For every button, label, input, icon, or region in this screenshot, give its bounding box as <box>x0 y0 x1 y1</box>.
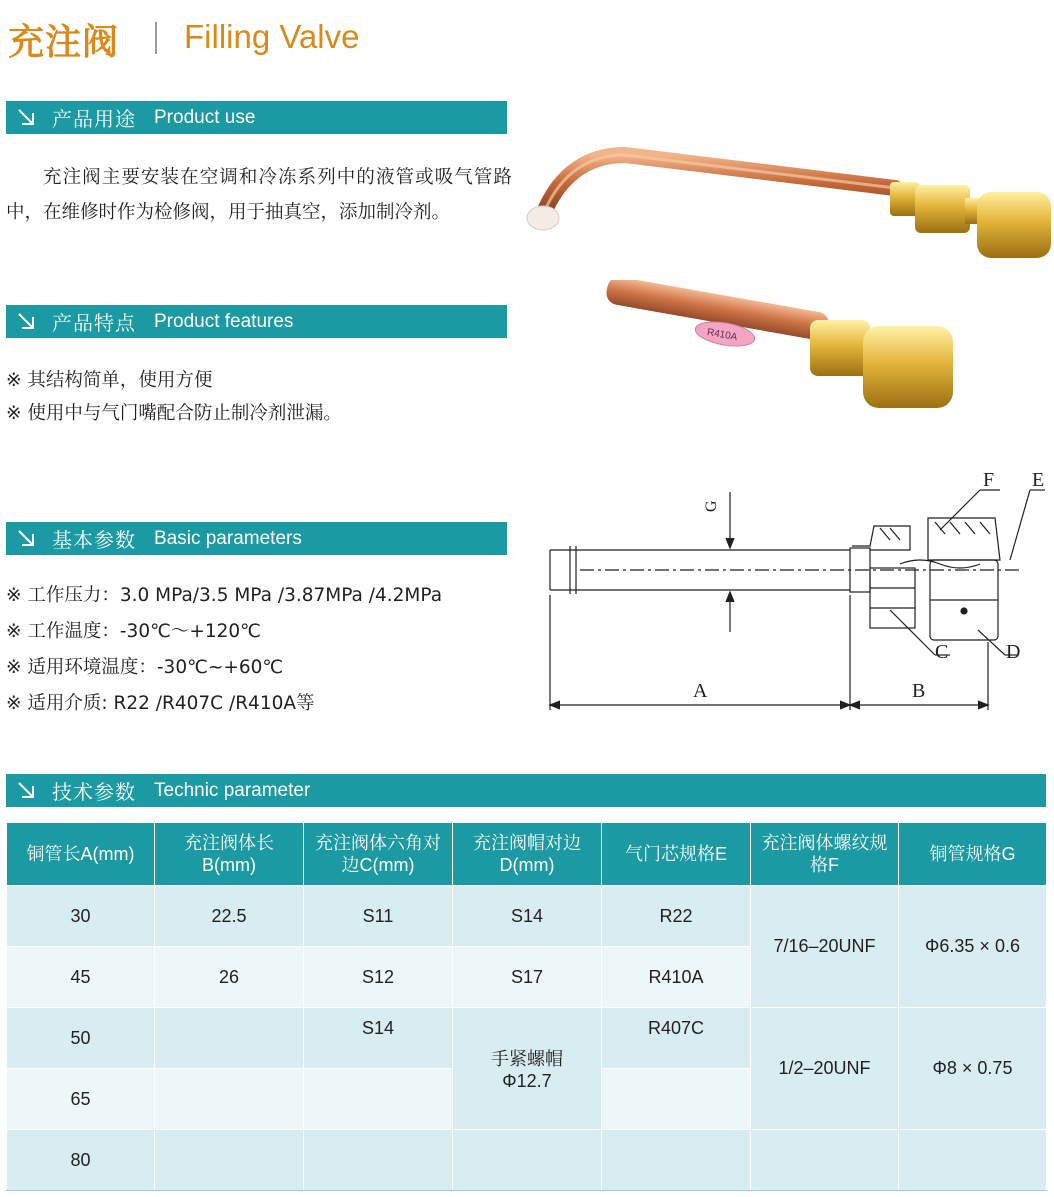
header-cell-g: 铜管规格G <box>899 823 1047 886</box>
basic-param-item: ※ 工作压力：3.0 MPa/3.5 MPa /3.87MPa /4.2MPa <box>6 585 443 606</box>
table-row <box>7 1130 1047 1191</box>
cell-e <box>602 1130 751 1191</box>
cell-f-merged: 7/16–20UNF <box>751 886 899 1008</box>
technic-parameter-table <box>6 822 1047 1191</box>
product-photo-bent-valve <box>515 130 1054 280</box>
dim-label-g: G <box>703 500 720 512</box>
section-title-cn: 技术参数 <box>52 780 136 804</box>
cell-e <box>602 1069 751 1130</box>
cell-e: R407C <box>602 1008 751 1069</box>
dim-label-a: A <box>693 680 708 702</box>
dim-label-d: D <box>1006 641 1021 663</box>
cell-b <box>155 1069 304 1130</box>
features-list <box>6 364 342 430</box>
cell-g <box>899 1130 1047 1191</box>
cell-d <box>453 1130 602 1191</box>
product-use-text: 充注阀主要安装在空调和冷冻系列中的液管或吸气管路中，在维修时作为检修阀，用于抽真空，添加制冷剂。 <box>6 167 512 223</box>
arrow-down-right-icon <box>16 780 38 802</box>
cell-f-merged: 1/2–20UNF <box>751 1008 899 1130</box>
cell-b <box>155 1130 304 1191</box>
dim-label-e: E <box>1032 469 1045 491</box>
product-photo-straight-valve <box>595 280 965 420</box>
feature-item: ※ 其结构简单，使用方便 <box>6 370 213 391</box>
section-title-en: Product use <box>154 106 256 128</box>
cell-b <box>155 1008 304 1069</box>
section-bar-product-features <box>6 305 507 338</box>
section-title-cn: 产品用途 <box>52 107 136 131</box>
cell-d: S17 <box>453 947 602 1008</box>
cell-b: 22.5 <box>155 886 304 947</box>
header-cell-f: 充注阀体螺纹规格F <box>751 823 899 886</box>
cell-g-merged: Φ6.35 × 0.6 <box>899 886 1047 1008</box>
arrow-down-right-icon <box>16 107 38 129</box>
technical-drawing <box>540 460 1050 720</box>
title-divider <box>155 22 157 54</box>
basic-param-item: ※ 工作温度：-30℃～+120℃ <box>6 621 261 642</box>
header-cell-d: 充注阀帽对边D(mm) <box>453 823 602 886</box>
header-cell-a: 铜管长A(mm) <box>7 823 155 886</box>
header-cell-b: 充注阀体长B(mm) <box>155 823 304 886</box>
cell-c: S12 <box>304 947 453 1008</box>
section-title-en: Basic parameters <box>154 527 302 549</box>
cell-f <box>751 1130 899 1191</box>
cell-a: 80 <box>7 1130 155 1191</box>
table-header-row <box>7 823 1047 886</box>
basic-parameters-list <box>6 578 442 722</box>
section-bar-product-use <box>6 101 507 134</box>
cell-g-merged: Φ8 × 0.75 <box>899 1008 1047 1130</box>
feature-item: ※ 使用中与气门嘴配合防止制冷剂泄漏。 <box>6 403 342 424</box>
cell-a: 65 <box>7 1069 155 1130</box>
section-title-en: Technic parameter <box>154 779 311 801</box>
section-title-en: Product features <box>154 310 294 332</box>
cell-c <box>304 1069 453 1130</box>
cell-e: R22 <box>602 886 751 947</box>
cell-b: 26 <box>155 947 304 1008</box>
basic-param-item: ※ 适用介质: R22 /R407C /R410A等 <box>6 693 315 714</box>
table-row <box>7 886 1047 947</box>
section-bar-basic-parameters <box>6 522 507 555</box>
arrow-down-right-icon <box>16 311 38 333</box>
page-title-cn: 充注阀 <box>8 22 120 63</box>
header-cell-e: 气门芯规格E <box>602 823 751 886</box>
dim-label-c: C <box>935 641 949 663</box>
section-title-cn: 产品特点 <box>52 311 136 335</box>
arrow-down-right-icon <box>16 528 38 550</box>
product-label-text: R410A <box>706 326 739 344</box>
cell-c: S14 <box>304 1008 453 1069</box>
cell-c <box>304 1130 453 1191</box>
basic-param-item: ※ 适用环境温度：-30℃~+60℃ <box>6 657 284 678</box>
cell-a: 50 <box>7 1008 155 1069</box>
cell-a: 45 <box>7 947 155 1008</box>
table-row <box>7 1008 1047 1069</box>
dim-label-b: B <box>912 680 926 702</box>
cell-d: S14 <box>453 886 602 947</box>
section-title-cn: 基本参数 <box>52 528 136 552</box>
cell-a: 30 <box>7 886 155 947</box>
cell-e: R410A <box>602 947 751 1008</box>
section-bar-technic-parameter <box>6 774 1046 807</box>
page-title-en: Filling Valve <box>184 18 360 55</box>
dim-label-f: F <box>983 469 995 491</box>
cell-c: S11 <box>304 886 453 947</box>
header-cell-c: 充注阀体六角对边C(mm) <box>304 823 453 886</box>
cell-d-merged: 手紧螺帽Φ12.7 <box>453 1008 602 1130</box>
